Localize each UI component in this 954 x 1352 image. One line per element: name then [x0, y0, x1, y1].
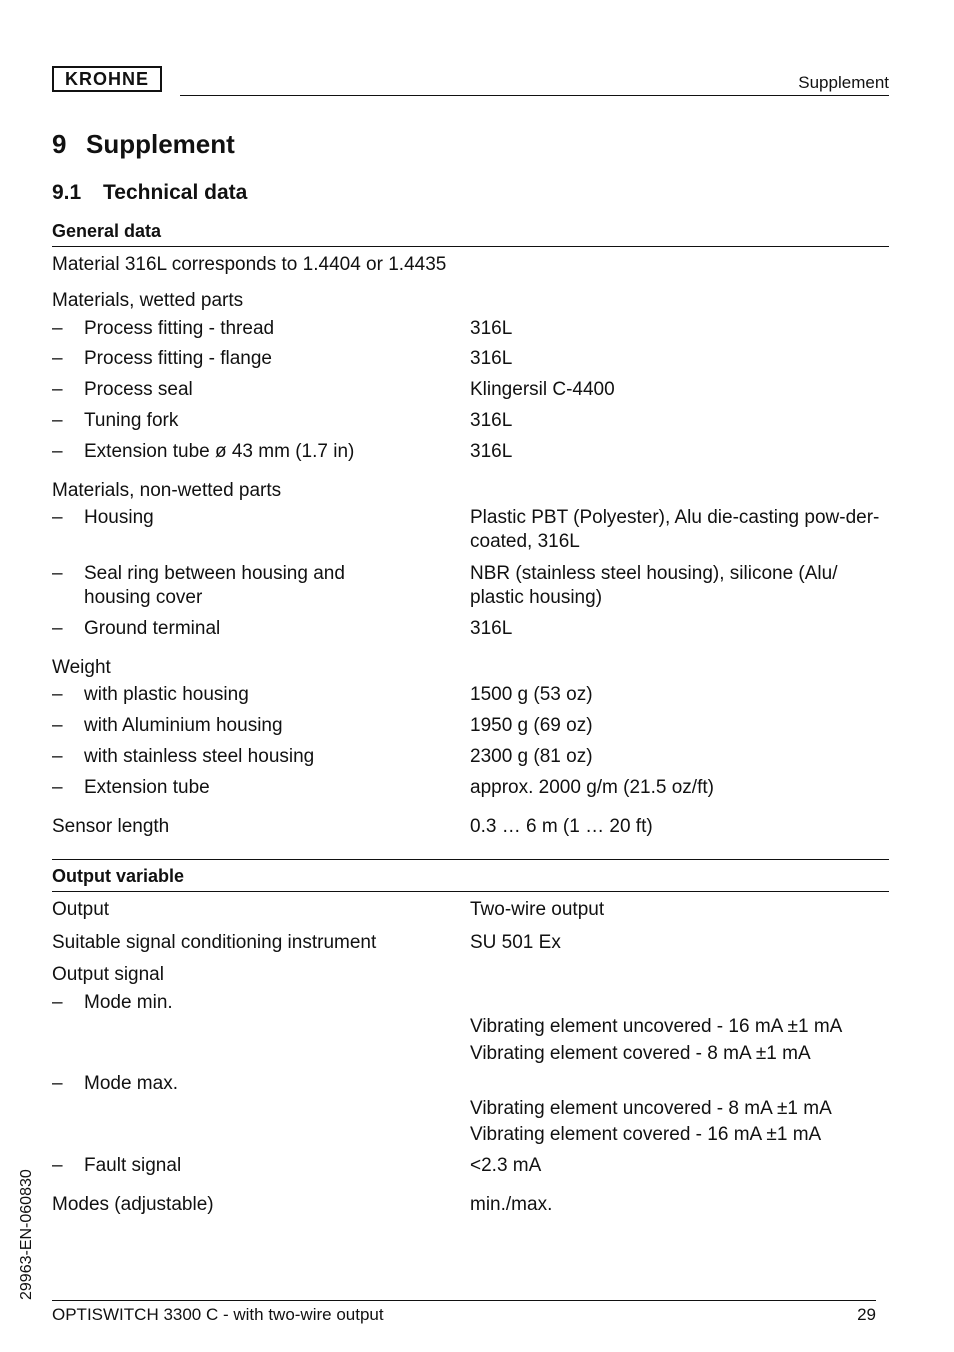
chapter-title-text: Supplement	[86, 129, 235, 159]
krohne-logo: KROHNE	[52, 66, 162, 92]
weight-title: Weight	[52, 657, 111, 678]
wetted-row-label: Process seal	[84, 379, 193, 400]
output-bottom-rule	[52, 891, 889, 892]
sensor-length-value: 0.3 … 6 m (1 … 20 ft)	[470, 816, 653, 837]
weight-row-value: 1500 g (53 oz)	[470, 684, 593, 705]
list-dash: –	[52, 441, 63, 462]
nonwetted-row-value: Plastic PBT (Polyester), Alu die-casting pow-der-coated, 316L	[470, 507, 880, 552]
nonwetted-row-value: NBR (stainless steel housing), silicone (Alu/ plastic housing)	[470, 563, 838, 608]
output-label: Output	[52, 899, 110, 920]
list-dash: –	[52, 1073, 63, 1094]
list-dash: –	[52, 318, 63, 339]
footer-rule	[52, 1300, 876, 1301]
mode-min-uncovered: Vibrating element uncovered - 16 mA ±1 mA	[470, 1016, 843, 1037]
wetted-row-value: Klingersil C-4400	[470, 379, 615, 400]
fault-signal-label: Fault signal	[84, 1155, 182, 1176]
list-dash: –	[52, 992, 63, 1013]
general-data-rule	[52, 246, 889, 247]
wetted-row-value: 316L	[470, 318, 513, 339]
weight-row-label: with plastic housing	[84, 684, 249, 705]
section-title-text: Technical data	[103, 181, 248, 204]
mode-max-label: Mode max.	[84, 1073, 178, 1094]
weight-row-label: with stainless steel housing	[84, 746, 315, 767]
modes-label: Modes (adjustable)	[52, 1194, 214, 1215]
weight-row-label: Extension tube	[84, 777, 210, 798]
section-number: 9.1	[52, 181, 82, 204]
section-title	[52, 181, 247, 205]
fault-signal-value: <2.3 mA	[470, 1155, 542, 1176]
weight-row-value: 2300 g (81 oz)	[470, 746, 593, 767]
wetted-row-value: 316L	[470, 410, 513, 431]
wetted-row-label: Tuning fork	[84, 410, 179, 431]
material-note: Material 316L corresponds to 1.4404 or 1.4435	[52, 254, 447, 275]
mode-min-covered: Vibrating element covered - 8 mA ±1 mA	[470, 1043, 811, 1064]
list-dash: –	[52, 1155, 63, 1176]
nonwetted-row-label: Housing	[84, 507, 154, 528]
page-number: 29	[857, 1305, 876, 1324]
chapter-number: 9	[52, 129, 67, 159]
instrument-value: SU 501 Ex	[470, 932, 561, 953]
header-section-label: Supplement	[798, 73, 889, 92]
nonwetted-parts-title: Materials, non-wetted parts	[52, 480, 282, 501]
nonwetted-row-label: Seal ring between housing and housing cover	[84, 563, 345, 608]
mode-max-covered: Vibrating element covered - 16 mA ±1 mA	[470, 1124, 822, 1145]
wetted-parts-title: Materials, wetted parts	[52, 290, 244, 311]
weight-row-label: with Aluminium housing	[84, 715, 283, 736]
list-dash: –	[52, 507, 63, 528]
list-dash: –	[52, 563, 63, 584]
chapter-title	[52, 129, 235, 160]
instrument-label: Suitable signal conditioning instrument	[52, 932, 377, 953]
list-dash: –	[52, 777, 63, 798]
header-rule	[180, 95, 889, 96]
weight-row-value: approx. 2000 g/m (21.5 oz/ft)	[470, 777, 714, 798]
output-signal-title: Output signal	[52, 964, 164, 985]
wetted-row-label: Process fitting - thread	[84, 318, 275, 339]
wetted-row-label: Extension tube ø 43 mm (1.7 in)	[84, 441, 355, 462]
wetted-row-label: Process fitting - flange	[84, 348, 272, 369]
modes-value: min./max.	[470, 1194, 553, 1215]
list-dash: –	[52, 715, 63, 736]
list-dash: –	[52, 410, 63, 431]
list-dash: –	[52, 348, 63, 369]
list-dash: –	[52, 618, 63, 639]
document-code: 29963-EN-060830	[18, 1169, 35, 1300]
nonwetted-row-label: Ground terminal	[84, 618, 221, 639]
weight-row-value: 1950 g (69 oz)	[470, 715, 593, 736]
output-value: Two-wire output	[470, 899, 605, 920]
mode-max-uncovered: Vibrating element uncovered - 8 mA ±1 mA	[470, 1098, 832, 1119]
wetted-row-value: 316L	[470, 348, 513, 369]
footer-product-name: OPTISWITCH 3300 C - with two-wire output	[52, 1305, 384, 1324]
wetted-row-value: 316L	[470, 441, 513, 462]
output-top-rule	[52, 859, 889, 860]
nonwetted-row-value: 316L	[470, 618, 513, 639]
sensor-length-label: Sensor length	[52, 816, 170, 837]
mode-min-label: Mode min.	[84, 992, 173, 1013]
list-dash: –	[52, 684, 63, 705]
list-dash: –	[52, 746, 63, 767]
list-dash: –	[52, 379, 63, 400]
output-variable-heading: Output variable	[52, 866, 185, 886]
general-data-heading: General data	[52, 221, 162, 241]
